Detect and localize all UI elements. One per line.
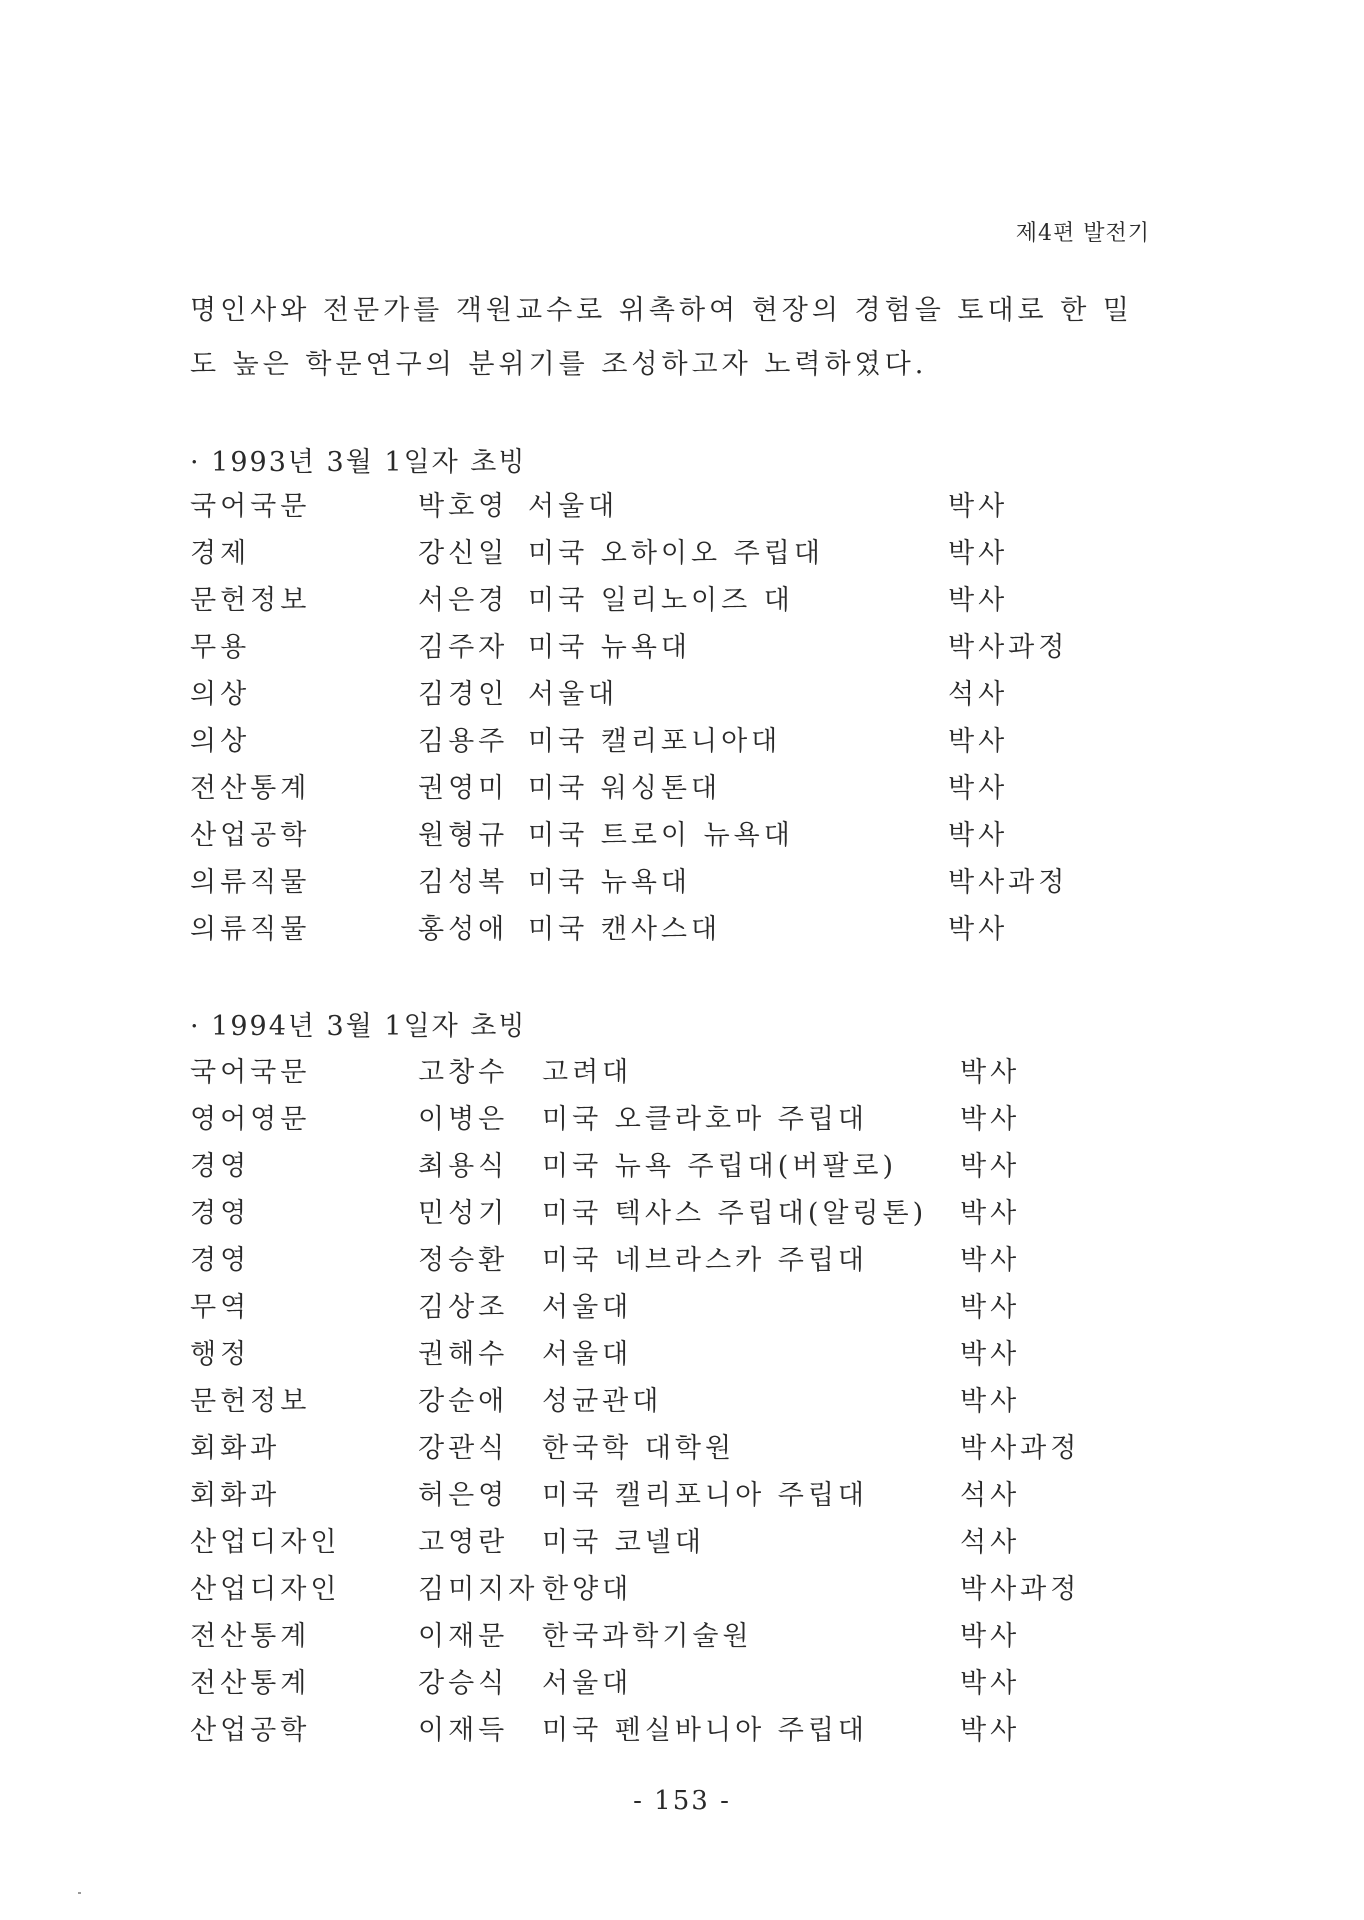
- degree-cell: 박사: [960, 1104, 1021, 1135]
- table-row: [0, 1473, 1364, 1520]
- school-cell: 미국 펜실바니아 주립대: [542, 1715, 868, 1746]
- section-1994-title: · 1994년 3월 1일자 초빙: [190, 1011, 527, 1042]
- degree-cell: 박사: [960, 1339, 1021, 1370]
- name-cell: 강승식: [418, 1668, 509, 1699]
- page-number: - 153 -: [633, 1786, 731, 1816]
- scan-speck: [78, 1892, 81, 1894]
- degree-cell: 박사: [960, 1245, 1021, 1276]
- dept-cell: 의류직물: [190, 867, 311, 898]
- school-cell: 서울대: [542, 1292, 633, 1323]
- school-cell: 미국 코넬대: [542, 1527, 705, 1558]
- school-cell: 성균관대: [542, 1386, 663, 1417]
- dept-cell: 무역: [190, 1292, 251, 1323]
- dept-cell: 국어국문: [190, 491, 311, 522]
- name-cell: 허은영: [418, 1480, 509, 1511]
- school-cell: 한국과학기술원: [542, 1621, 753, 1652]
- name-cell: 박호영: [418, 491, 509, 522]
- school-cell: 미국 뉴욕대: [528, 632, 691, 663]
- dept-cell: 의상: [190, 726, 251, 757]
- school-cell: 서울대: [528, 679, 619, 710]
- name-cell: 정승환: [418, 1245, 509, 1276]
- degree-cell: 박사: [948, 726, 1009, 757]
- table-row: [0, 1238, 1364, 1285]
- degree-cell: 박사: [960, 1621, 1021, 1652]
- name-cell: 원형규: [418, 820, 509, 851]
- degree-cell: 박사: [960, 1057, 1021, 1088]
- table-row: [0, 860, 1364, 907]
- school-cell: 고려대: [542, 1057, 633, 1088]
- degree-cell: 박사: [948, 820, 1009, 851]
- school-cell: 미국 캔사스대: [528, 914, 722, 945]
- name-cell: 홍성애: [418, 914, 509, 945]
- name-cell: 이재문: [418, 1621, 509, 1652]
- school-cell: 서울대: [528, 491, 619, 522]
- degree-cell: 박사: [960, 1151, 1021, 1182]
- table-row: [0, 578, 1364, 625]
- dept-cell: 경제: [190, 538, 251, 569]
- table-row: [0, 672, 1364, 719]
- section-1993-title: · 1993년 3월 1일자 초빙: [190, 447, 527, 478]
- table-row: [0, 1379, 1364, 1426]
- dept-cell: 의상: [190, 679, 251, 710]
- name-cell: 고창수: [418, 1057, 509, 1088]
- school-cell: 미국 캘리포니아 주립대: [542, 1480, 868, 1511]
- degree-cell: 박사: [948, 491, 1009, 522]
- dept-cell: 전산통계: [190, 773, 311, 804]
- table-row: [0, 1567, 1364, 1614]
- table-row: [0, 1144, 1364, 1191]
- table-row: [0, 1191, 1364, 1238]
- school-cell: 한양대: [542, 1574, 633, 1605]
- name-cell: 이병은: [418, 1104, 509, 1135]
- dept-cell: 산업공학: [190, 1715, 311, 1746]
- degree-cell: 박사과정: [948, 632, 1069, 663]
- degree-cell: 석사: [948, 679, 1009, 710]
- table-row: [0, 907, 1364, 954]
- degree-cell: 석사: [960, 1527, 1021, 1558]
- table-row: [0, 719, 1364, 766]
- dept-cell: 전산통계: [190, 1621, 311, 1652]
- name-cell: 최용식: [418, 1151, 509, 1182]
- table-row: [0, 766, 1364, 813]
- intro-paragraph: 명인사와 전문가를 객원교수로 위촉하여 현장의 경험을 토대로 한 밀도 높은 학문연구의 분위기를 조성하고자 노력하였다.: [190, 295, 1133, 380]
- name-cell: 김상조: [418, 1292, 509, 1323]
- dept-cell: 무용: [190, 632, 251, 663]
- table-row: [0, 1708, 1364, 1755]
- name-cell: 고영란: [418, 1527, 509, 1558]
- school-cell: 미국 오클라호마 주립대: [542, 1104, 868, 1135]
- table-row: [0, 1614, 1364, 1661]
- degree-cell: 박사과정: [960, 1433, 1081, 1464]
- name-cell: 김성복: [418, 867, 509, 898]
- name-cell: 권영미: [418, 773, 509, 804]
- school-cell: 미국 워싱톤대: [528, 773, 722, 804]
- dept-cell: 행정: [190, 1339, 251, 1370]
- dept-cell: 문헌정보: [190, 585, 311, 616]
- name-cell: 이재득: [418, 1715, 509, 1746]
- name-cell: 강관식: [418, 1433, 509, 1464]
- degree-cell: 박사: [960, 1292, 1021, 1323]
- degree-cell: 박사: [948, 773, 1009, 804]
- school-cell: 미국 오하이오 주립대: [528, 538, 824, 569]
- dept-cell: 영어영문: [190, 1104, 311, 1135]
- school-cell: 미국 뉴욕대: [528, 867, 691, 898]
- table-row: [0, 1661, 1364, 1708]
- degree-cell: 박사: [960, 1668, 1021, 1699]
- table-row: [0, 1520, 1364, 1567]
- name-cell: 강신일: [418, 538, 509, 569]
- table-row: [0, 531, 1364, 578]
- school-cell: 서울대: [542, 1668, 633, 1699]
- degree-cell: 박사: [948, 914, 1009, 945]
- school-cell: 미국 네브라스카 주립대: [542, 1245, 868, 1276]
- dept-cell: 산업디자인: [190, 1527, 341, 1558]
- school-cell: 미국 일리노이즈 대: [528, 585, 794, 616]
- table-row: [0, 625, 1364, 672]
- school-cell: 미국 텍사스 주립대(알링톤): [542, 1198, 928, 1229]
- name-cell: 서은경: [418, 585, 509, 616]
- dept-cell: 산업디자인: [190, 1574, 341, 1605]
- name-cell: 김용주: [418, 726, 509, 757]
- degree-cell: 박사: [960, 1386, 1021, 1417]
- degree-cell: 박사: [948, 538, 1009, 569]
- table-row: [0, 1332, 1364, 1379]
- name-cell: 김경인: [418, 679, 509, 710]
- school-cell: 한국학 대학원: [542, 1433, 736, 1464]
- dept-cell: 경영: [190, 1198, 251, 1229]
- degree-cell: 박사: [960, 1715, 1021, 1746]
- degree-cell: 박사과정: [960, 1574, 1081, 1605]
- table-row: [0, 1097, 1364, 1144]
- school-cell: 미국 트로이 뉴욕대: [528, 820, 794, 851]
- dept-cell: 경영: [190, 1245, 251, 1276]
- name-cell: 김미지자: [418, 1574, 539, 1605]
- degree-cell: 박사: [948, 585, 1009, 616]
- dept-cell: 전산통계: [190, 1668, 311, 1699]
- table-row: [0, 484, 1364, 531]
- table-row: [0, 1050, 1364, 1097]
- dept-cell: 경영: [190, 1151, 251, 1182]
- school-cell: 서울대: [542, 1339, 633, 1370]
- dept-cell: 국어국문: [190, 1057, 311, 1088]
- school-cell: 미국 캘리포니아대: [528, 726, 782, 757]
- table-row: [0, 1285, 1364, 1332]
- dept-cell: 문헌정보: [190, 1386, 311, 1417]
- dept-cell: 산업공학: [190, 820, 311, 851]
- school-cell: 미국 뉴욕 주립대(버팔로): [542, 1151, 898, 1182]
- table-row: [0, 1426, 1364, 1473]
- degree-cell: 박사과정: [948, 867, 1069, 898]
- chapter-header: 제4편 발전기: [1015, 221, 1150, 246]
- name-cell: 강순애: [418, 1386, 509, 1417]
- name-cell: 민성기: [418, 1198, 509, 1229]
- dept-cell: 의류직물: [190, 914, 311, 945]
- degree-cell: 석사: [960, 1480, 1021, 1511]
- dept-cell: 회화과: [190, 1480, 281, 1511]
- dept-cell: 회화과: [190, 1433, 281, 1464]
- table-row: [0, 813, 1364, 860]
- degree-cell: 박사: [960, 1198, 1021, 1229]
- name-cell: 권해수: [418, 1339, 509, 1370]
- name-cell: 김주자: [418, 632, 509, 663]
